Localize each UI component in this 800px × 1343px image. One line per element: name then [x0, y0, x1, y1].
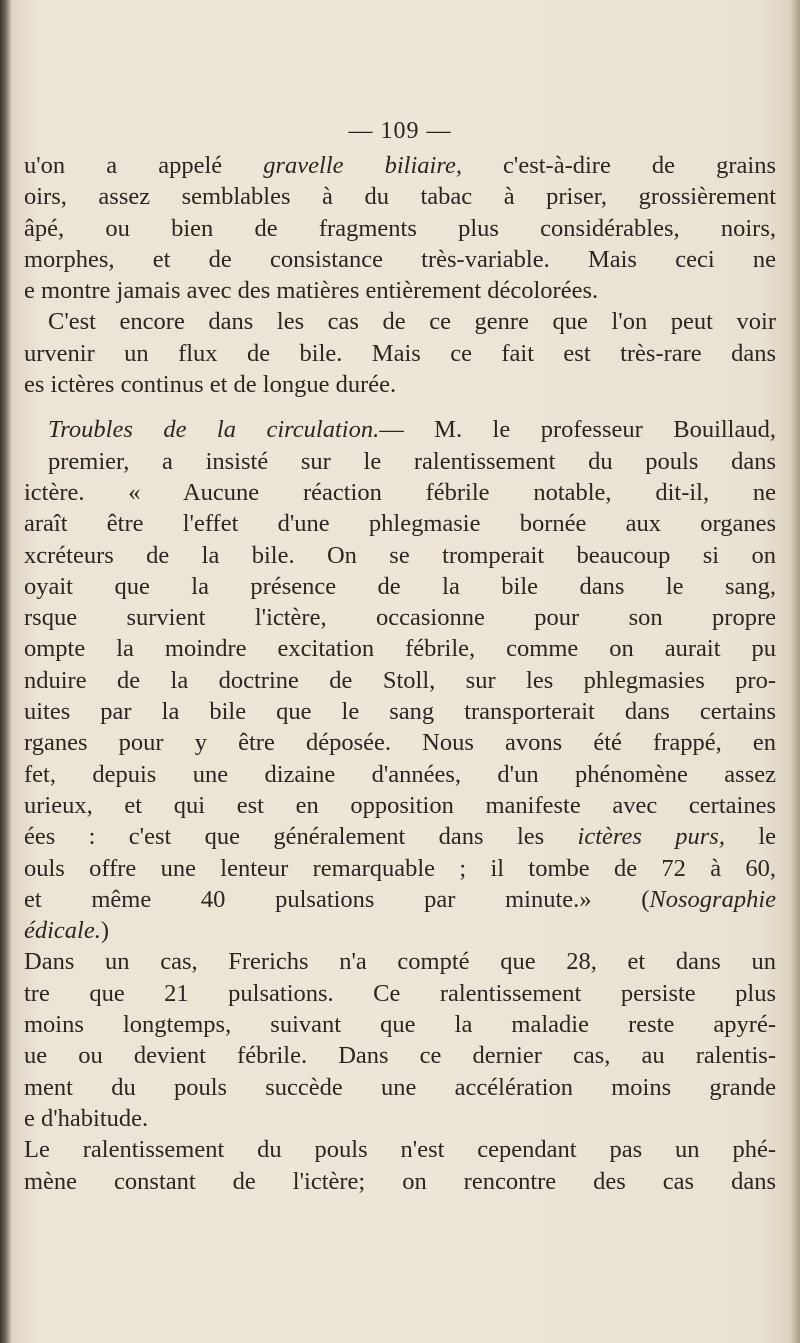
text-run: c'est-à-dire de grains [461, 152, 776, 179]
text-run: oyait que la présence de la bile dans le sang, [24, 572, 776, 600]
text-run: le [724, 823, 777, 851]
text-run: oirs, assez semblables à du tabac à priser, grossièrement [24, 183, 776, 211]
paragraph-gap [24, 400, 776, 414]
text-line [24, 727, 776, 758]
text-line [24, 369, 776, 400]
text-line [24, 1166, 776, 1197]
text-line [24, 1134, 776, 1165]
text-run: tre que 21 pulsations. Ce ralentissement persiste plus [24, 979, 776, 1007]
text-run: Dans un cas, Frerichs n'a compté que 28, et dans un [24, 948, 776, 976]
text-line [24, 602, 776, 633]
page-binding-shadow [0, 0, 12, 1343]
body-text [24, 150, 776, 1197]
text-run: e d'habitude. [24, 1104, 149, 1132]
text-run: es ictères continus et de longue durée. [24, 371, 397, 399]
text-run: ictère. « Aucune réaction fébrile notable, dit-il, ne [24, 478, 776, 506]
text-line [24, 1103, 776, 1134]
text-run: ées : c'est que généralement dans les [24, 823, 578, 851]
paragraph [24, 150, 776, 306]
text-line [24, 853, 776, 884]
paragraph [24, 306, 776, 400]
text-run: premier, a insisté sur le ralentissement du pouls dans [48, 447, 776, 475]
text-run: — M. le professeur Bouillaud, [379, 416, 776, 444]
text-run: rsque survient l'ictère, occasionne pour son propre [24, 604, 776, 632]
text-line [24, 1040, 776, 1071]
text-run: Le ralentissement du pouls n'est cependant pas un phé- [24, 1136, 776, 1164]
paragraph [24, 946, 776, 1134]
text-line [24, 338, 776, 369]
text-line [24, 1072, 776, 1103]
italic-text: ictères purs, [577, 823, 725, 851]
text-line [24, 884, 776, 915]
text-run: ue ou devient fébrile. Dans ce dernier cas, au ralentis- [24, 1042, 776, 1070]
text-run: rganes pour y être déposée. Nous avons été frappé, en [24, 729, 776, 757]
italic-text: gravelle biliaire, [263, 152, 462, 179]
text-line [24, 508, 776, 539]
text-line [24, 978, 776, 1009]
italic-text: Troubles de la circulation. [48, 416, 380, 444]
text-line [24, 1009, 776, 1040]
text-line [24, 477, 776, 508]
text-line [24, 665, 776, 696]
paragraph [24, 1134, 776, 1197]
text-run: ment du pouls succède une accélération moins grande [24, 1073, 776, 1101]
text-run: uites par la bile que le sang transporterait dans certains [24, 698, 776, 726]
text-line [24, 181, 776, 212]
text-run: mène constant de l'ictère; on rencontre des cas dans [24, 1167, 776, 1195]
page-number: — 109 — [348, 118, 452, 144]
text-line [24, 306, 776, 337]
text-line [24, 150, 776, 181]
text-run: et même 40 pulsations par minute.» ( [24, 885, 650, 913]
italic-text: Nosographie [649, 885, 776, 913]
text-run: C'est encore dans les cas de ce genre que l'on peut voir [48, 308, 776, 336]
text-line [24, 759, 776, 790]
italic-text: édicale. [24, 917, 101, 945]
text-run: moins longtemps, suivant que la maladie reste apyré- [24, 1011, 776, 1039]
text-run: xcréteurs de la bile. On se tromperait beaucoup si on [24, 541, 776, 569]
text-run: u'on a appelé [24, 152, 264, 179]
text-run: ouls offre une lenteur remarquable ; il tombe de 72 à 60, [24, 854, 776, 882]
text-line [24, 446, 776, 477]
text-line [24, 696, 776, 727]
text-line [24, 946, 776, 977]
paragraph [24, 414, 776, 946]
page-edge-shadow [790, 0, 800, 1343]
text-run: âpé, ou bien de fragments plus considérables, noirs, [24, 214, 776, 242]
text-line [24, 790, 776, 821]
text-run: araît être l'effet d'une phlegmasie bornée aux organes [24, 510, 776, 538]
text-run: fet, depuis une dizaine d'années, d'un phénomène assez [24, 760, 776, 788]
text-line [24, 571, 776, 602]
text-line [24, 915, 776, 946]
text-run: e montre jamais avec des matières entièrement décolorées. [24, 277, 599, 305]
text-line [24, 540, 776, 571]
text-line [24, 414, 776, 445]
text-line [24, 633, 776, 664]
text-run: nduire de la doctrine de Stoll, sur les phlegmasies pro- [24, 666, 776, 694]
text-run: urvenir un flux de bile. Mais ce fait est très-rare dans [24, 339, 776, 367]
text-line [24, 275, 776, 306]
text-run: ompte la moindre excitation fébrile, comme on aurait pu [24, 635, 776, 663]
text-run: morphes, et de consistance très-variable. Mais ceci ne [24, 245, 776, 273]
text-line [24, 213, 776, 244]
text-line [24, 821, 776, 852]
text-run: ) [100, 917, 110, 945]
text-line [24, 244, 776, 275]
text-run: urieux, et qui est en opposition manifeste avec certaines [24, 791, 776, 819]
